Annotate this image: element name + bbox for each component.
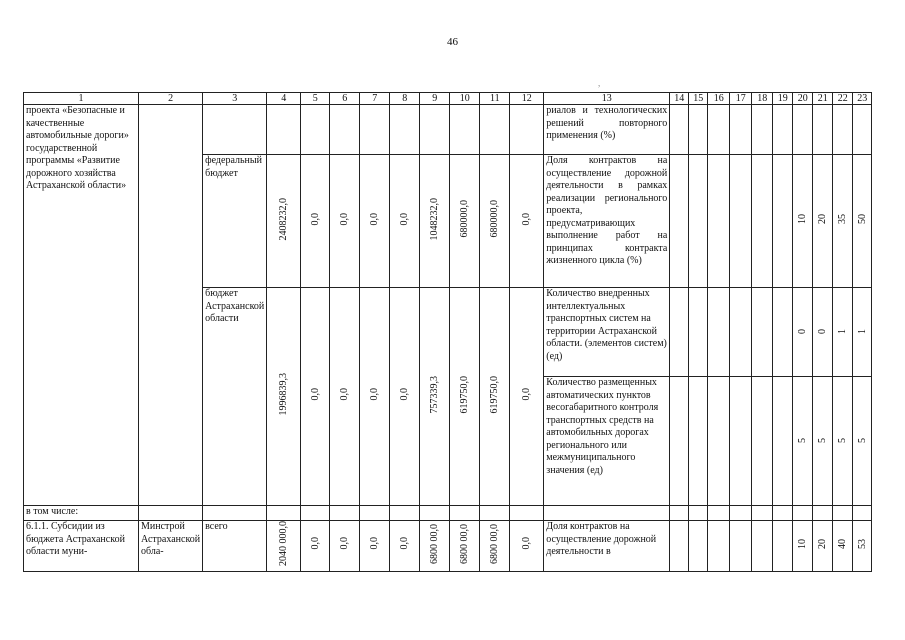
regional-c12: 0,0: [521, 388, 533, 401]
regional-c6: 0,0: [339, 388, 351, 401]
indicator-regional-b: Количество размещенных автоматических пунктов весогабаритного контроля транспортных средств на автомобильных дорогах регионального или межмуниципального значения (ед): [544, 377, 670, 506]
value-cell: [670, 506, 689, 521]
value-cell: [752, 288, 773, 377]
value-cell: [360, 155, 390, 288]
value-cell: [510, 521, 544, 572]
value-cell: [360, 288, 390, 506]
value-cell: [813, 521, 833, 572]
federal-c7: 0,0: [369, 212, 381, 225]
indicator-federal: Доля контрактов на осуществление дорожной деятельности в рамках реализации регионального проекта, предусматривающих выполнение работ на принципах контракта жизненного цикла (%): [544, 155, 670, 288]
value-cell: [480, 155, 510, 288]
value-cell: [510, 288, 544, 506]
subsidy-executor: Минстрой Астраханской обла-: [139, 521, 203, 572]
value-cell: [813, 377, 833, 506]
value-cell: [773, 288, 793, 377]
regional-c11: 619750,0: [489, 375, 501, 413]
value-cell: [833, 506, 853, 521]
value-cell: [793, 105, 813, 155]
value-cell: [813, 506, 833, 521]
value-cell: [689, 377, 708, 506]
regional-b22: 5: [837, 437, 849, 443]
value-cell: [267, 288, 301, 506]
value-cell: [670, 288, 689, 377]
value-cell: [689, 155, 708, 288]
value-cell: [450, 105, 480, 155]
subsidy-c12: 0,0: [521, 537, 533, 550]
value-cell: [773, 155, 793, 288]
value-cell: [330, 105, 360, 155]
value-cell: [708, 288, 730, 377]
header-col-23: 23: [853, 93, 872, 105]
value-cell: [330, 155, 360, 288]
subsidy-c21: 20: [817, 538, 829, 549]
value-cell: [833, 288, 853, 377]
value-cell: [267, 521, 301, 572]
indicator-regional-a: Количество внедренных интеллектуальных транспортных систем на территории Астраханской области. (элементов систем) (ед): [544, 288, 670, 377]
source-federal: федеральный бюджет: [203, 155, 267, 288]
regional-a20: 0: [797, 328, 809, 334]
value-cell: [793, 506, 813, 521]
value-cell: [853, 506, 872, 521]
federal-c12: 0,0: [521, 212, 533, 225]
value-cell: [390, 105, 420, 155]
header-col-18: 18: [752, 93, 773, 105]
value-cell: [390, 288, 420, 506]
subsidy-c6: 0,0: [339, 537, 351, 550]
header-col-2: 2: [139, 93, 203, 105]
value-cell: [793, 377, 813, 506]
value-cell: [752, 506, 773, 521]
value-cell: [670, 105, 689, 155]
value-cell: [510, 155, 544, 288]
value-cell: [450, 521, 480, 572]
header-col-19: 19: [773, 93, 793, 105]
value-cell: [670, 521, 689, 572]
header-col-8: 8: [390, 93, 420, 105]
header-col-20: 20: [793, 93, 813, 105]
value-cell: [420, 288, 450, 506]
federal-c11: 680000,0: [489, 200, 501, 238]
regional-c8: 0,0: [399, 388, 411, 401]
value-cell: [510, 506, 544, 521]
value-cell: [360, 506, 390, 521]
subsidy-c7: 0,0: [369, 537, 381, 550]
subsidy-c5: 0,0: [309, 537, 321, 550]
header-col-4: 4: [267, 93, 301, 105]
regional-a23: 1: [856, 328, 868, 334]
indicator-cell: риалов и технологических решений повторного применения (%): [544, 105, 670, 155]
value-cell: [833, 521, 853, 572]
project-name-cell: [24, 105, 139, 506]
value-cell: [670, 155, 689, 288]
value-cell: [793, 155, 813, 288]
value-cell: [203, 506, 267, 521]
value-cell: [708, 377, 730, 506]
value-cell: [708, 506, 730, 521]
project-name: проекта «Безопасные и качественные автомобильные дороги» государственной программы «Развитие дорожного хозяйства Астраханской области»: [26, 105, 129, 191]
subsidy-c20: 10: [797, 538, 809, 549]
header-col-11: 11: [480, 93, 510, 105]
including-label: в том числе:: [24, 506, 139, 521]
value-cell: [301, 155, 330, 288]
subsidy-c9: 6800 00,0: [429, 523, 441, 564]
stray-mark: ,: [598, 78, 601, 88]
federal-c8: 0,0: [399, 212, 411, 225]
value-cell: [689, 506, 708, 521]
value-cell: [752, 155, 773, 288]
value-cell: [360, 105, 390, 155]
value-cell: [267, 155, 301, 288]
budget-table: [23, 92, 872, 572]
value-cell: [450, 288, 480, 506]
value-cell: [708, 105, 730, 155]
header-col-17: 17: [730, 93, 752, 105]
value-cell: [480, 105, 510, 155]
subsidy-c10: 6800 00,0: [459, 523, 471, 564]
value-cell: [853, 105, 872, 155]
header-col-10: 10: [450, 93, 480, 105]
value-cell: [773, 377, 793, 506]
regional-b21: 5: [817, 437, 829, 443]
subsidy-c8: 0,0: [399, 537, 411, 550]
subsidy-source: всего: [203, 521, 267, 572]
value-cell: [813, 155, 833, 288]
regional-a22: 1: [837, 328, 849, 334]
value-cell: [773, 506, 793, 521]
value-cell: [689, 521, 708, 572]
subsidy-c23: 53: [856, 538, 868, 549]
value-cell: [833, 105, 853, 155]
regional-b20: 5: [797, 437, 809, 443]
regional-c10: 619750,0: [459, 375, 471, 413]
header-col-9: 9: [420, 93, 450, 105]
subsidy-c22: 40: [837, 538, 849, 549]
header-col-12: 12: [510, 93, 544, 105]
value-cell: [752, 377, 773, 506]
federal-c20: 10: [797, 213, 809, 224]
subsidy-indicator: Доля контрактов на осуществление дорожной деятельности в: [544, 521, 670, 572]
value-cell: [730, 155, 752, 288]
header-col-22: 22: [833, 93, 853, 105]
value-cell: [480, 506, 510, 521]
header-row: [24, 93, 872, 105]
value-cell: [689, 105, 708, 155]
value-cell: [793, 288, 813, 377]
value-cell: [420, 521, 450, 572]
federal-c10: 680000,0: [459, 200, 471, 238]
value-cell: [708, 155, 730, 288]
value-cell: [730, 288, 752, 377]
value-cell: [670, 377, 689, 506]
value-cell: [689, 288, 708, 377]
source-cell: [203, 105, 267, 155]
value-cell: [793, 521, 813, 572]
executor-cell: [139, 105, 203, 506]
header-col-7: 7: [360, 93, 390, 105]
source-regional: бюджет Астраханской области: [203, 288, 267, 506]
federal-c21: 20: [817, 213, 829, 224]
value-cell: [390, 506, 420, 521]
subsidy-name: 6.1.1. Субсидии из бюджета Астраханской области муни-: [24, 521, 139, 572]
value-cell: [301, 288, 330, 506]
value-cell: [730, 521, 752, 572]
federal-c9: 1048232,0: [429, 197, 441, 240]
header-col-21: 21: [813, 93, 833, 105]
value-cell: [730, 506, 752, 521]
value-cell: [730, 105, 752, 155]
table-row-subsidy: [24, 521, 872, 572]
value-cell: [420, 105, 450, 155]
value-cell: [544, 506, 670, 521]
regional-c5: 0,0: [309, 388, 321, 401]
value-cell: [330, 521, 360, 572]
table-row-including: [24, 506, 872, 521]
header-col-3: 3: [203, 93, 267, 105]
value-cell: [330, 288, 360, 506]
value-cell: [853, 521, 872, 572]
value-cell: [480, 521, 510, 572]
page-number: 46: [447, 36, 458, 48]
federal-c6: 0,0: [339, 212, 351, 225]
value-cell: [480, 288, 510, 506]
value-cell: [450, 506, 480, 521]
value-cell: [301, 506, 330, 521]
header-col-1: 1: [24, 93, 139, 105]
value-cell: [813, 105, 833, 155]
value-cell: [360, 521, 390, 572]
value-cell: [390, 155, 420, 288]
header-col-14: 14: [670, 93, 689, 105]
value-cell: [420, 155, 450, 288]
header-col-13: 13: [544, 93, 670, 105]
value-cell: [833, 377, 853, 506]
value-cell: [420, 506, 450, 521]
regional-c7: 0,0: [369, 388, 381, 401]
federal-c23: 50: [856, 213, 868, 224]
value-cell: [450, 155, 480, 288]
header-col-6: 6: [330, 93, 360, 105]
header-col-15: 15: [689, 93, 708, 105]
value-cell: [833, 155, 853, 288]
value-cell: [330, 506, 360, 521]
value-cell: [730, 377, 752, 506]
value-cell: [139, 506, 203, 521]
federal-c5: 0,0: [309, 212, 321, 225]
table-row: [24, 105, 872, 155]
federal-c4: 2408232,0: [278, 197, 290, 240]
value-cell: [813, 288, 833, 377]
regional-b23: 5: [856, 437, 868, 443]
regional-a21: 0: [817, 328, 829, 334]
value-cell: [267, 105, 301, 155]
value-cell: [301, 105, 330, 155]
value-cell: [752, 105, 773, 155]
value-cell: [390, 521, 420, 572]
value-cell: [853, 288, 872, 377]
header-col-5: 5: [301, 93, 330, 105]
regional-c4: 1996839,3: [278, 373, 290, 416]
subsidy-c4: 2040 000,0: [278, 521, 290, 566]
value-cell: [773, 105, 793, 155]
federal-c22: 35: [837, 213, 849, 224]
regional-c9: 757339,3: [429, 375, 441, 413]
value-cell: [708, 521, 730, 572]
value-cell: [510, 105, 544, 155]
value-cell: [752, 521, 773, 572]
value-cell: [301, 521, 330, 572]
subsidy-c11: 6800 00,0: [489, 523, 501, 564]
header-col-16: 16: [708, 93, 730, 105]
value-cell: [267, 506, 301, 521]
value-cell: [853, 377, 872, 506]
value-cell: [773, 521, 793, 572]
value-cell: [853, 155, 872, 288]
